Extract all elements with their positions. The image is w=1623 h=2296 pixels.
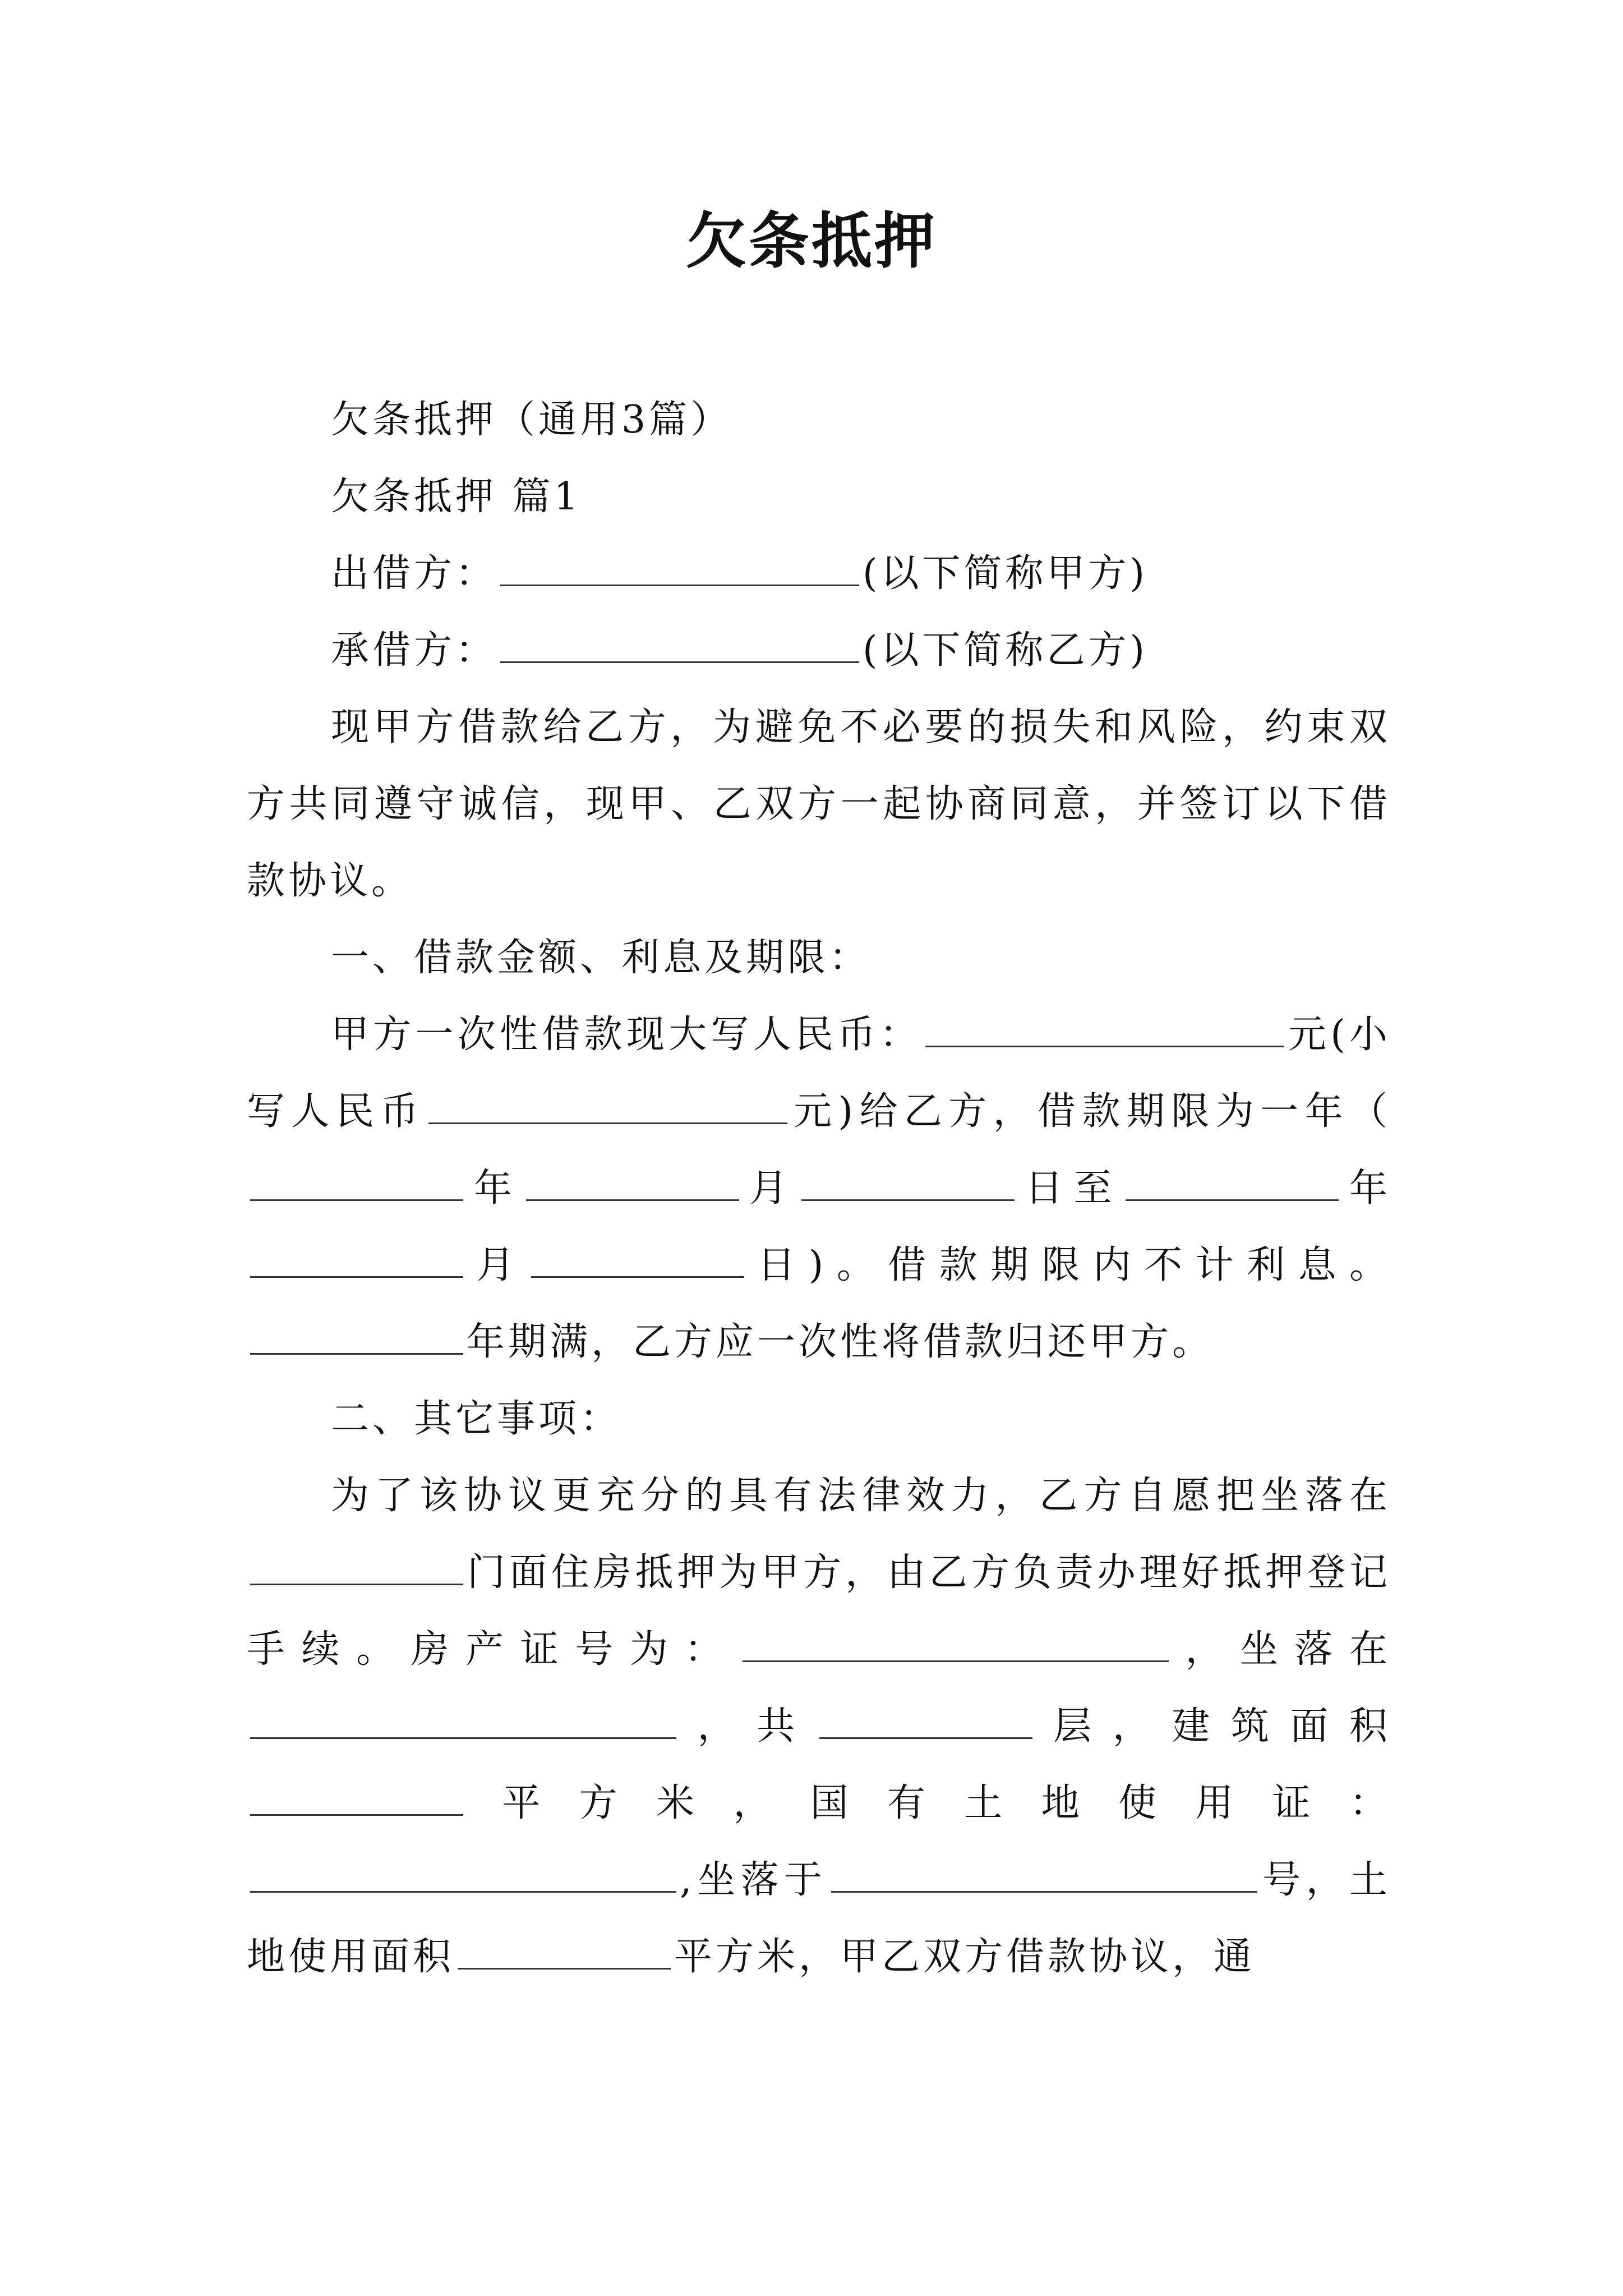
intro-paragraph: 现甲方借款给乙方，为避免不必要的损失和风险，约束双方共同遵守诚信，现甲、乙双方一起协商同意，并签订以下借款协议。 <box>247 705 1391 903</box>
clause1-text: 年期满，乙方应一次性将借款归还甲方。 <box>467 1320 1214 1364</box>
clause2-text: 层，建筑面积 <box>1035 1704 1391 1749</box>
borrower-suffix: (以下简称乙方) <box>863 628 1149 673</box>
clause1-text: 元)给乙方，借款期限为一年（ <box>790 1089 1391 1134</box>
property-location-blank <box>250 1550 463 1585</box>
building-area-blank <box>250 1780 463 1816</box>
start-year-blank <box>250 1166 463 1201</box>
clause2-text: 平方米，甲乙双方借款协议，通 <box>674 1935 1256 1979</box>
clause2-heading: 二、其它事项： <box>331 1397 622 1441</box>
lender-suffix: (以下简称甲方) <box>863 551 1149 596</box>
clause1-text: 年 <box>467 1166 523 1211</box>
clause2-text: 号，土地使用面积 <box>247 1858 1391 1979</box>
clause2-paragraph <box>247 1457 1391 1995</box>
floors-blank <box>819 1704 1032 1739</box>
term-years-blank <box>250 1319 463 1355</box>
amount-lower-blank <box>428 1089 787 1124</box>
clause1-text: 日至 <box>1018 1166 1123 1211</box>
subtitle: 欠条抵押（通用3篇） <box>331 398 732 442</box>
clause1-text: 年 <box>1342 1166 1391 1211</box>
borrower-label: 承借方： <box>331 628 497 673</box>
land-cert-blank <box>250 1857 676 1893</box>
clause1-heading: 一、借款金额、利息及期限： <box>331 936 871 980</box>
start-day-blank <box>801 1166 1015 1201</box>
land-area-blank <box>458 1934 671 1970</box>
amount-upper-blank <box>925 1012 1284 1047</box>
borrower-blank <box>500 628 859 663</box>
clause2-text: 门面住房抵押为甲方，由乙方负责办理好抵押登记手续。房产证号为： <box>247 1550 1391 1672</box>
start-month-blank <box>526 1166 739 1201</box>
clause1-text: 月 <box>742 1166 798 1211</box>
clause2-text: 平方米，国有土地使用证： <box>467 1781 1391 1825</box>
clause1-text: 日)。借款期限内不计利息。 <box>747 1243 1391 1287</box>
document-body <box>247 381 1391 1995</box>
land-location-blank <box>831 1857 1257 1893</box>
lender-blank <box>500 551 859 586</box>
lender-line <box>247 535 1391 612</box>
document-title: 欠条抵押 <box>685 206 937 277</box>
clause2-text: 为了该协议更充分的具有法律效力，乙方自愿把坐落在 <box>331 1474 1391 1518</box>
end-day-blank <box>531 1243 744 1278</box>
clause1-text: 甲方一次性借款现大写人民币： <box>331 1013 922 1057</box>
clause2-text: ，坐落在 <box>1172 1627 1391 1672</box>
clause2-text: ，共 <box>680 1704 816 1749</box>
property-cert-blank <box>743 1627 1169 1662</box>
borrower-line <box>247 612 1391 689</box>
clause2-text: ,坐落于 <box>680 1858 828 1902</box>
clause1-text: (小写人民币 <box>247 1013 1391 1134</box>
end-year-blank <box>1126 1166 1339 1201</box>
end-month-blank <box>250 1243 463 1278</box>
property-address-blank <box>250 1704 676 1739</box>
clause1-paragraph <box>247 996 1391 1381</box>
clause1-text: 月 <box>467 1243 528 1287</box>
lender-label: 出借方： <box>331 551 497 596</box>
clause1-text: 元 <box>1287 1013 1331 1057</box>
section-heading: 欠条抵押 篇1 <box>331 475 582 519</box>
